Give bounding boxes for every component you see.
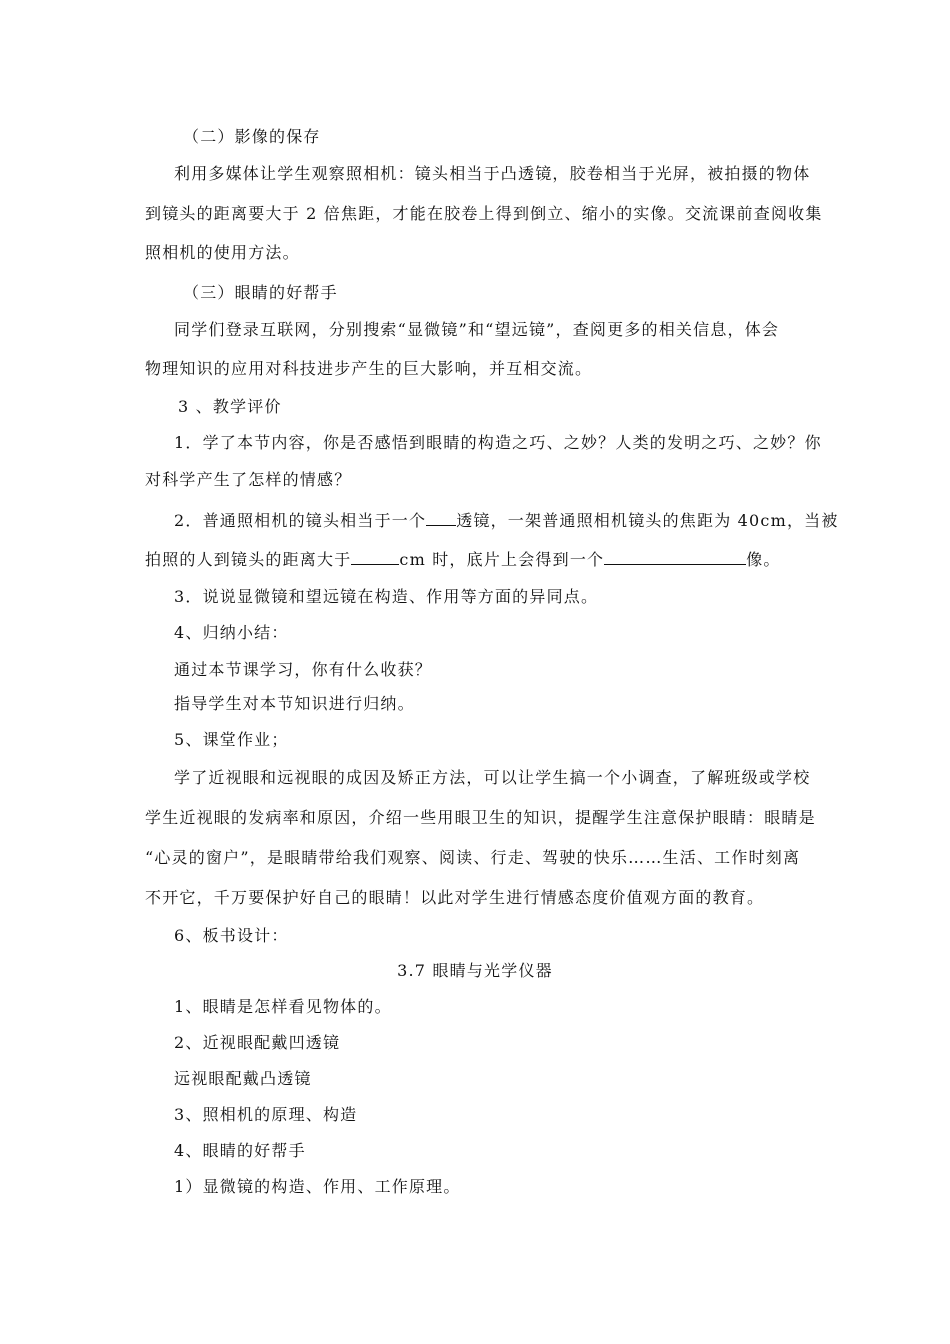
- board-item: 2、近视眼配戴凹透镜: [174, 1033, 341, 1052]
- question-1-line: 1．学了本节内容，你是否感悟到眼睛的构造之巧、之妙？人类的发明之巧、之妙？你: [174, 433, 822, 452]
- section-heading-summary: 4、归纳小结：: [174, 623, 289, 642]
- board-item: 远视眼配戴凸透镜: [174, 1069, 312, 1088]
- question-2-text: 透镜，一架普通照相机镜头的焦距为 40cm，当被: [456, 511, 839, 530]
- summary-line: 指导学生对本节知识进行归纳。: [174, 694, 415, 713]
- paragraph-line: 物理知识的应用对科技进步产生的巨大影响，并互相交流。: [145, 359, 593, 378]
- board-item: 1、眼睛是怎样看见物体的。: [174, 997, 392, 1016]
- section-heading-image-storage: （二）影像的保存: [183, 127, 321, 146]
- question-2-text: 像。: [746, 550, 781, 569]
- paragraph-line: 学生近视眼的发病率和原因，介绍一些用眼卫生的知识，提醒学生注意保护眼睛：眼睛是: [145, 808, 816, 827]
- fill-blank: [351, 549, 399, 565]
- section-heading-evaluation: 3 、教学评价: [178, 397, 282, 416]
- section-heading-helpers: （三）眼睛的好帮手: [183, 283, 338, 302]
- question-2-text: 2．普通照相机的镜头相当于一个: [174, 511, 427, 530]
- board-item: 3、照相机的原理、构造: [174, 1105, 358, 1124]
- paragraph-line: 学了近视眼和远视眼的成因及矫正方法，可以让学生搞一个小调查，了解班级或学校: [174, 768, 811, 787]
- question-3: 3．说说显微镜和望远镜在构造、作用等方面的异同点。: [174, 587, 599, 606]
- fill-blank: [604, 549, 746, 565]
- paragraph-line: 不开它，千万要保护好自己的眼睛！以此对学生进行情感态度价值观方面的教育。: [145, 888, 765, 907]
- section-heading-homework: 5、课堂作业；: [174, 730, 289, 749]
- board-item: 1）显微镜的构造、作用、工作原理。: [174, 1177, 461, 1196]
- fill-blank: [426, 510, 456, 526]
- paragraph-line: 同学们登录互联网，分别搜索“显微镜”和“望远镜”，查阅更多的相关信息，体会: [174, 320, 780, 339]
- paragraph-line: 利用多媒体让学生观察照相机：镜头相当于凸透镜，胶卷相当于光屏，被拍摄的物体: [174, 164, 811, 183]
- board-item: 4、眼睛的好帮手: [174, 1141, 306, 1160]
- paragraph-line: 照相机的使用方法。: [145, 243, 300, 262]
- question-2-line-1: [174, 510, 839, 531]
- board-title: 3.7 眼睛与光学仪器: [397, 961, 553, 980]
- question-1-line: 对科学产生了怎样的情感？: [145, 470, 352, 489]
- summary-line: 通过本节课学习，你有什么收获？: [174, 660, 433, 679]
- question-2-text: 拍照的人到镜头的距离大于: [145, 550, 352, 569]
- question-2-text: cm 时，底片上会得到一个: [399, 550, 605, 569]
- question-2-line-2: [145, 549, 781, 570]
- section-heading-board: 6、板书设计：: [174, 926, 289, 945]
- paragraph-line: “心灵的窗户”，是眼睛带给我们观察、阅读、行走、驾驶的快乐……生活、工作时刻离: [145, 848, 801, 867]
- paragraph-line: 到镜头的距离要大于 2 倍焦距，才能在胶卷上得到倒立、缩小的实像。交流课前查阅收集: [145, 204, 823, 223]
